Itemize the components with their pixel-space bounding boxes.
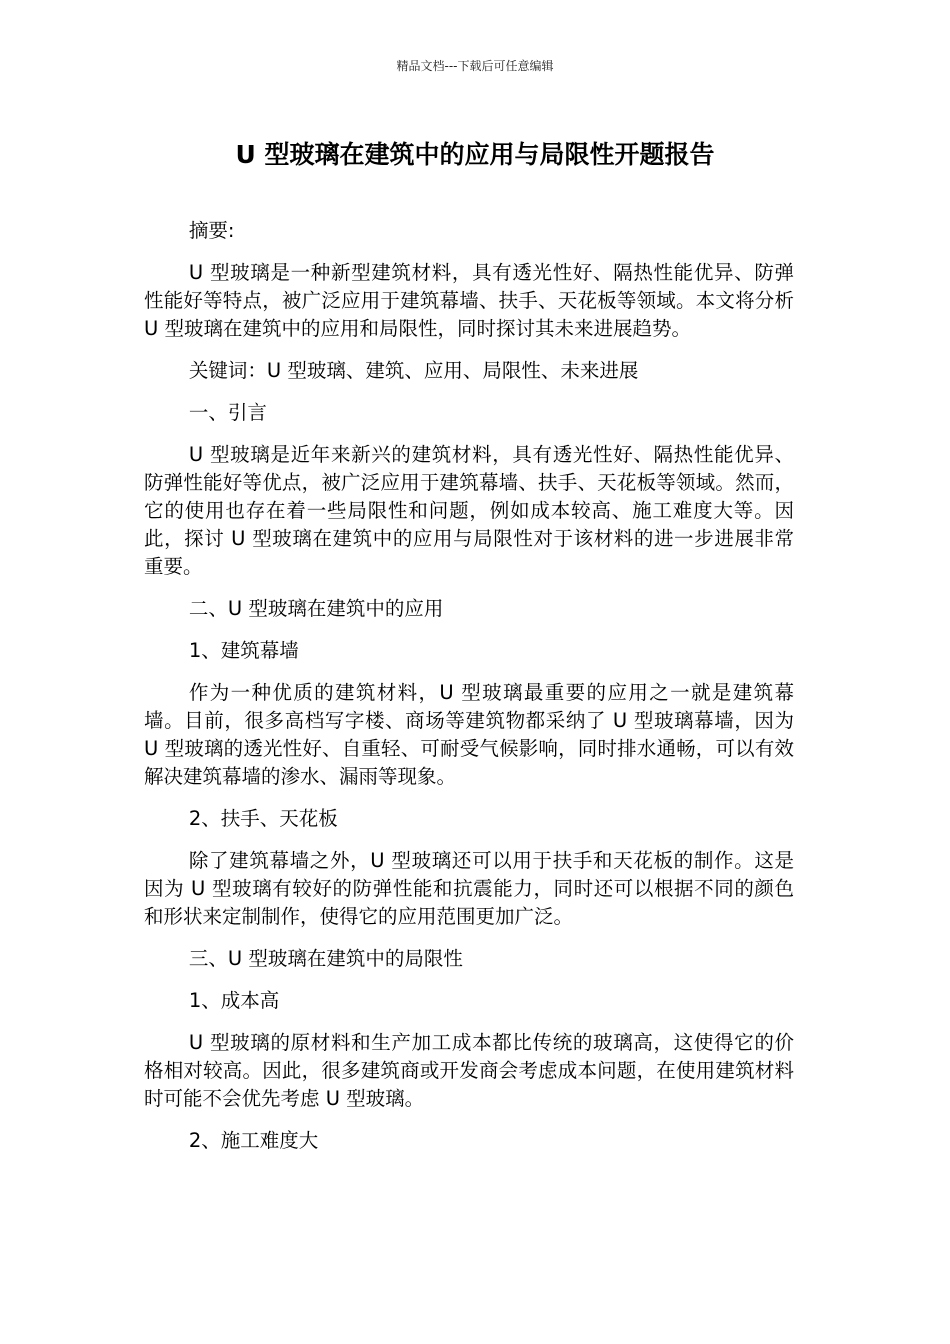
- subsection-heading-handrail-ceiling: 2、扶手、天花板: [188, 807, 338, 830]
- handrail-ceiling-paragraph: 除了建筑幕墙之外，U 型玻璃还可以用于扶手和天花板的制作。这是因为 U 型玻璃有较好的防弹性能和抗震能力，同时还可以根据不同的颜色和形状来定制制作，使得它的应用范围更加广泛。: [144, 849, 794, 928]
- high-cost-paragraph: U 型玻璃的原材料和生产加工成本都比传统的玻璃高，这使得它的价格相对较高。因此，很多建筑商或开发商会考虑成本问题，在使用建筑材料时可能不会优先考虑 U 型玻璃。: [144, 1031, 794, 1110]
- section-heading-limitations: 三、U 型玻璃在建筑中的局限性: [188, 947, 463, 970]
- section-heading-applications: 二、U 型玻璃在建筑中的应用: [188, 597, 444, 620]
- subsection-heading-construction-difficulty: 2、施工难度大: [188, 1129, 319, 1152]
- abstract-paragraph: U 型玻璃是一种新型建筑材料，具有透光性好、隔热性能优异、防弹性能好等特点，被广泛应用于建筑幕墙、扶手、天花板等领域。本文将分析 U 型玻璃在建筑中的应用和局限性，同时探讨其未来进展趋势。: [144, 261, 794, 340]
- section-heading-introduction: 一、引言: [188, 401, 267, 424]
- document-body: [144, 217, 794, 1169]
- introduction-paragraph: U 型玻璃是近年来新兴的建筑材料，具有透光性好、隔热性能优异、防弹性能好等优点，被广泛应用于建筑幕墙、扶手、天花板等领域。然而，它的使用也存在着一些局限性和问题，例如成本较高、施工难度大等。因此，探讨 U 型玻璃在建筑中的应用与局限性对于该材料的进一步进展非常重要。: [144, 443, 794, 578]
- keywords-line: 关键词：U 型玻璃、建筑、应用、局限性、未来进展: [188, 359, 639, 382]
- subsection-heading-curtain-wall: 1、建筑幕墙: [188, 639, 299, 662]
- curtain-wall-paragraph: 作为一种优质的建筑材料，U 型玻璃最重要的应用之一就是建筑幕墙。目前，很多高档写字楼、商场等建筑物都采纳了 U 型玻璃幕墙，因为 U 型玻璃的透光性好、自重轻、可耐受气候影响，同时排水通畅，可以有效解决建筑幕墙的渗水、漏雨等现象。: [144, 681, 794, 788]
- subsection-heading-high-cost: 1、成本高: [188, 989, 280, 1012]
- document-title: U 型玻璃在建筑中的应用与局限性开题报告: [235, 140, 715, 169]
- abstract-heading: 摘要:: [188, 219, 235, 242]
- header-note: 精品文档---下载后可任意编辑: [396, 59, 554, 73]
